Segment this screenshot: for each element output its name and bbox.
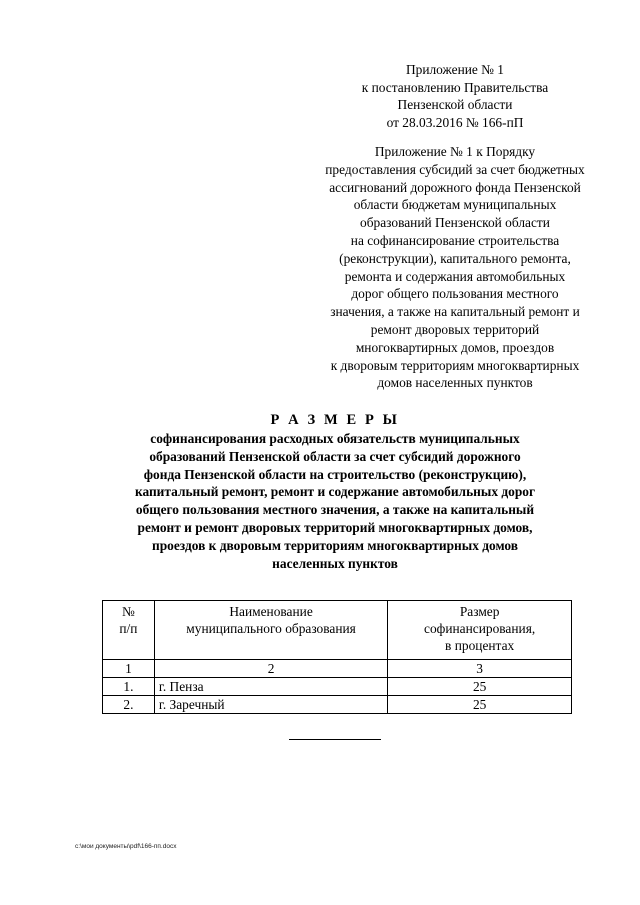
row-number: 1.	[103, 678, 155, 696]
file-path-footer: c:\мои документы\pdf\166-пп.docx	[75, 843, 177, 850]
row-municipality: г. Заречный	[154, 696, 387, 714]
heading-line: проездов к дворовым территориям многоквартирных домов	[152, 537, 518, 553]
header-percent	[388, 601, 572, 660]
heading-line: ремонт и ремонт дворовых территорий многоквартирных домов,	[137, 519, 533, 535]
annex-2-line: Приложение № 1 к Порядку	[374, 144, 536, 159]
table-row	[103, 678, 572, 696]
column-number-cell: 1	[103, 660, 155, 678]
annex-2-line: к дворовым территориям многоквартирных	[330, 357, 580, 373]
header-number	[103, 601, 155, 660]
column-number-row	[103, 660, 572, 678]
row-municipality: г. Пенза	[154, 678, 387, 696]
header-percent-line: Размер	[459, 604, 500, 619]
annex-2-line: ассигнований дорожного фонда Пензенской	[329, 179, 581, 195]
column-number-cell: 3	[388, 660, 572, 678]
heading-line: капитальный ремонт, ремонт и содержание автомобильных дорог	[134, 484, 536, 500]
subsidy-table	[102, 600, 572, 714]
annex-2-line: ремонта и содержания автомобильных	[344, 268, 566, 284]
header-percent-line: в процентах	[445, 638, 515, 653]
annex-2-line: на софинансирование строительства	[350, 232, 560, 248]
annex-2-line: дорог общего пользования местного	[351, 286, 559, 302]
header-percent-line: софинансирования,	[424, 621, 536, 636]
heading-line: софинансирования расходных обязательств муниципальных	[150, 431, 520, 446]
table-row	[103, 696, 572, 714]
annex-1-line: Приложение № 1	[405, 62, 505, 77]
row-number: 2.	[103, 696, 155, 714]
heading-line: общего пользования местного значения, а также на капитальный	[135, 502, 535, 518]
row-percent: 25	[388, 696, 572, 714]
annex-1-line: Пензенской области	[397, 97, 513, 113]
header-municipality-line: Наименование	[229, 604, 313, 619]
annex-2-caption	[300, 143, 610, 392]
annex-2-line: значения, а также на капитальный ремонт и	[330, 304, 580, 320]
annex-2-line: образований Пензенской области	[360, 215, 550, 231]
heading-line: образований Пензенской области за счет субсидий дорожного	[149, 448, 521, 464]
document-title: Р А З М Е Р Ы	[270, 412, 400, 428]
annex-1-caption	[300, 61, 610, 131]
annex-2-line: многоквартирных домов, проездов	[355, 339, 555, 355]
header-municipality	[154, 601, 387, 660]
header-number-line: п/п	[119, 621, 138, 636]
annex-2-line: предоставления субсидий за счет бюджетных	[325, 161, 585, 177]
header-number-line: №	[122, 604, 135, 619]
separator-line	[289, 739, 381, 740]
annex-1-line: к постановлению Правительства	[361, 79, 549, 95]
annex-2-line: домов населенных пунктов	[377, 375, 533, 391]
annex-1-date-line: от 28.03.2016 № 166-пП	[386, 114, 524, 130]
table-header-row	[103, 601, 572, 660]
document-heading	[90, 410, 580, 572]
column-number-cell: 2	[154, 660, 387, 678]
annex-2-line: (реконструкции), капитального ремонта,	[339, 250, 571, 266]
annex-2-line: области бюджетам муниципальных	[353, 197, 557, 213]
header-municipality-line: муниципального образования	[186, 621, 356, 636]
heading-line: фонда Пензенской области на строительство (реконструкцию),	[143, 466, 527, 482]
row-percent: 25	[388, 678, 572, 696]
heading-line: населенных пунктов	[272, 555, 398, 571]
annex-2-line: ремонт дворовых территорий	[370, 321, 540, 337]
